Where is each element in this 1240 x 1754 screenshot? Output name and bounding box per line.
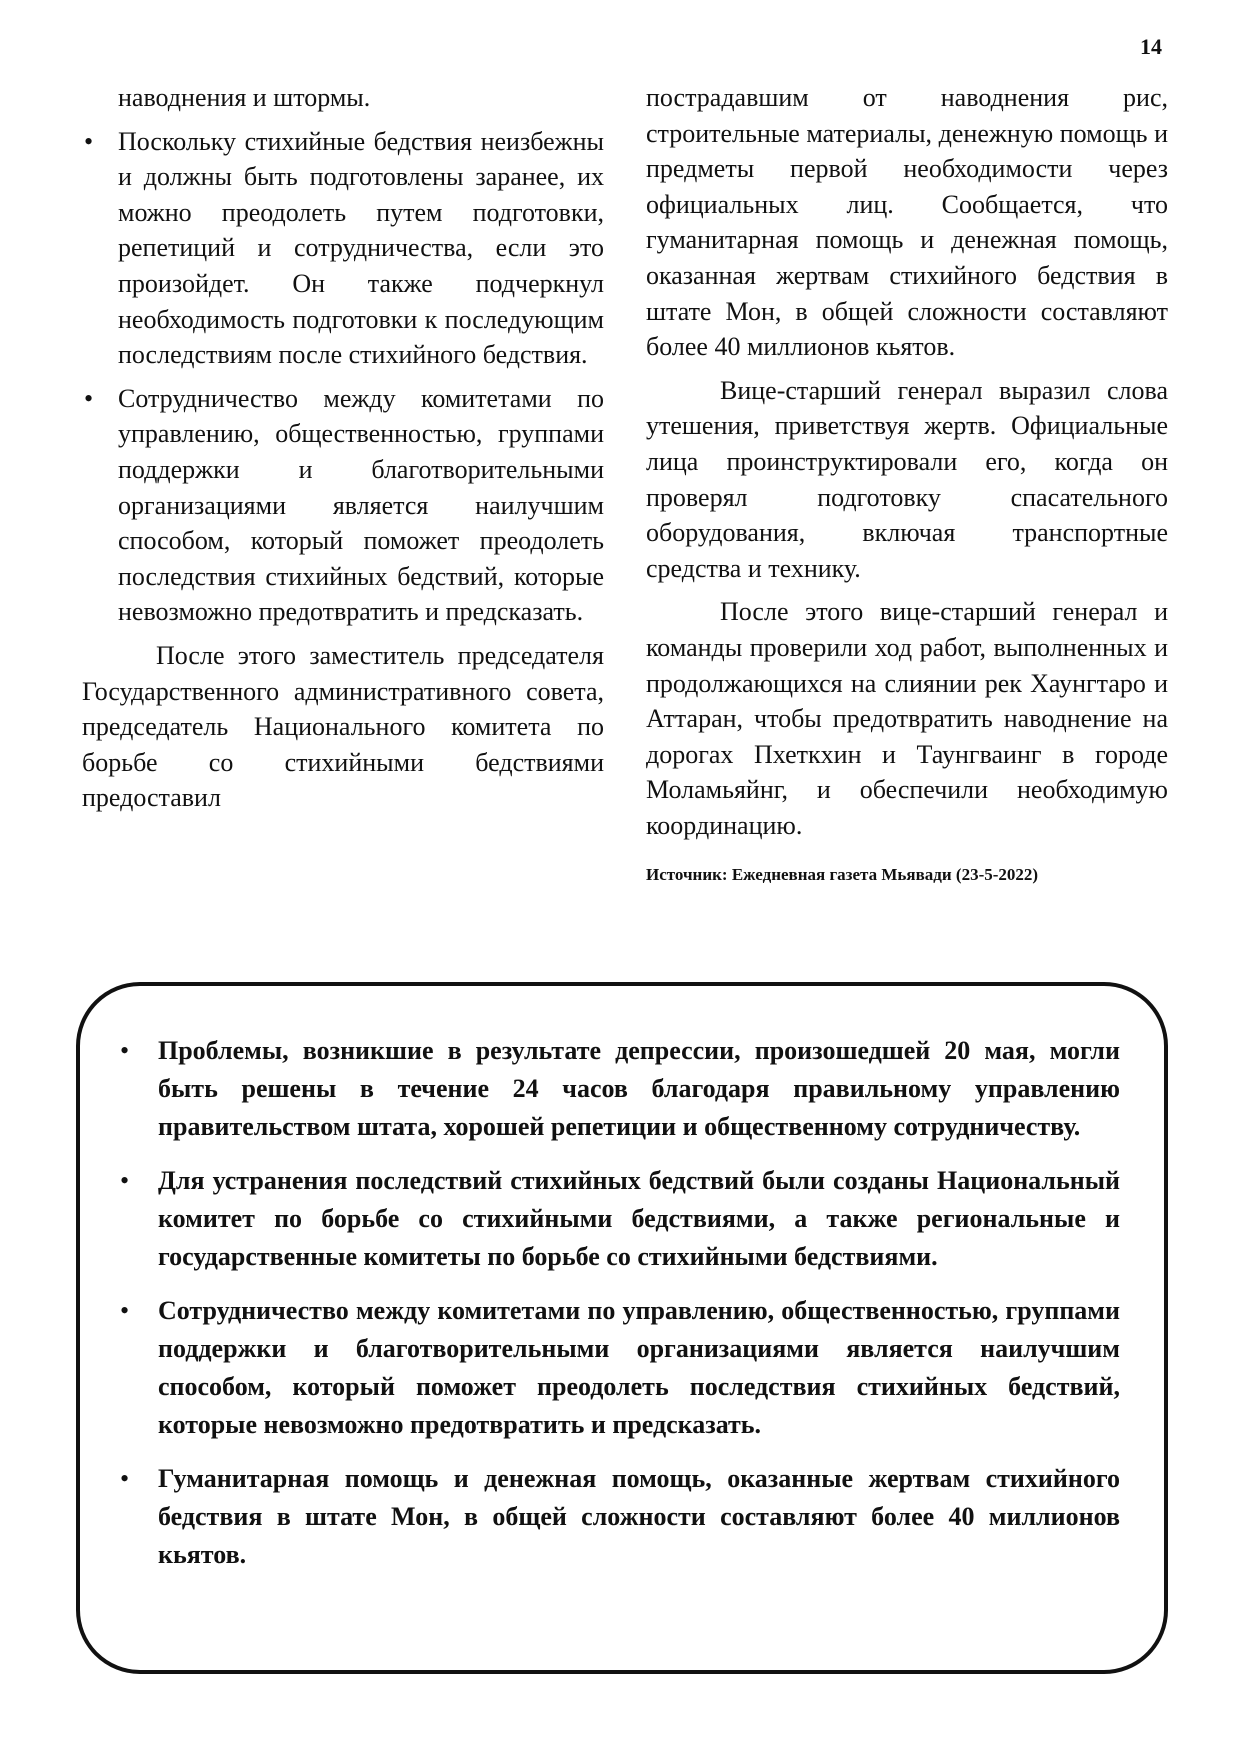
summary-item-text: Для устранения последствий стихийных бедствий были созданы Национальный комитет по борьбе со стихийными бедствиями, а также региональные и государственные комитеты по борьбе со стихийными бедствиями. — [158, 1166, 1120, 1271]
bullet-icon: • — [120, 1296, 130, 1325]
left-bullet-list — [82, 124, 604, 630]
body-paragraph: После этого заместитель председателя Государственного административного совета, председатель Национального комитета по борьбе со стихийными бедствиями предоставил — [82, 640, 604, 813]
summary-item-text: Проблемы, возникшие в результате депрессии, произошедшей 20 мая, могли быть решены в течение 24 часов благодаря правильному управлению правительством штата, хорошей репетиции и общественному сотрудничеству. — [158, 1036, 1120, 1141]
list-item — [82, 381, 604, 630]
body-paragraph: Вице-старший генерал выразил слова утешения, приветствуя жертв. Официальные лица проинструктировали его, когда он проверял подготовку спасательного оборудования, включая транспортные средства и технику. — [646, 375, 1168, 583]
list-item-text: Поскольку стихийные бедствия неизбежны и должны быть подготовлены заранее, их можно преодолеть путем подготовки, репетиций и сотрудничества, если это произойдет. Он также подчеркнул необходимость подготовки к последующим последствиям после стихийного бедствия. — [118, 126, 604, 370]
summary-item — [118, 1032, 1120, 1146]
body-paragraph: После этого вице-старший генерал и команды проверили ход работ, выполненных и продолжающихся на слиянии рек Хаунгтаро и Аттаран, чтобы предотвратить наводнение на дорогах Пхеткхин и Таунгваинг в городе Моламьяйнг, и обеспечили необходимую координацию. — [646, 597, 1168, 840]
continuation-text: наводнения и штормы. — [118, 83, 371, 112]
page-number: 14 — [1140, 34, 1162, 59]
left-column — [82, 80, 604, 816]
summary-item — [118, 1162, 1120, 1276]
list-item — [82, 124, 604, 373]
bullet-icon: • — [120, 1464, 130, 1493]
summary-item — [118, 1460, 1120, 1574]
bullet-icon: • — [120, 1166, 130, 1195]
bullet-icon: • — [120, 1036, 130, 1065]
bullet-icon: • — [84, 126, 94, 156]
body-paragraph: пострадавшим от наводнения рис, строительные материалы, денежную помощь и предметы первой необходимости через официальных лиц. Сообщается, что гуманитарная помощь и денежная помощь, оказанная жертвам стихийного бедствия в штате Мон, в общей сложности составляют более 40 миллионов кьятов. — [646, 83, 1168, 362]
summary-item-text: Гуманитарная помощь и денежная помощь, оказанные жертвам стихийного бедствия в штате Мон, в общей сложности составляют более 40 миллионов кьятов. — [158, 1464, 1120, 1569]
summary-item — [118, 1292, 1120, 1444]
summary-item-text: Сотрудничество между комитетами по управлению, общественностью, группами поддержки и благотворительными организациями является наилучшим способом, который поможет преодолеть последствия стихийных бедствий, которые невозможно предотвратить и предсказать. — [158, 1296, 1120, 1439]
source-citation: Источник: Ежедневная газета Мьявади (23-5-2022) — [646, 865, 1039, 885]
right-column — [646, 80, 1168, 893]
summary-list — [118, 1032, 1120, 1574]
summary-box — [76, 982, 1168, 1674]
bullet-icon: • — [84, 383, 94, 413]
list-item-text: Сотрудничество между комитетами по управлению, общественностью, группами поддержки и благотворительными организациями является наилучшим способом, который поможет преодолеть последствия стихийных бедствий, которые невозможно предотвратить и предсказать. — [118, 383, 604, 627]
